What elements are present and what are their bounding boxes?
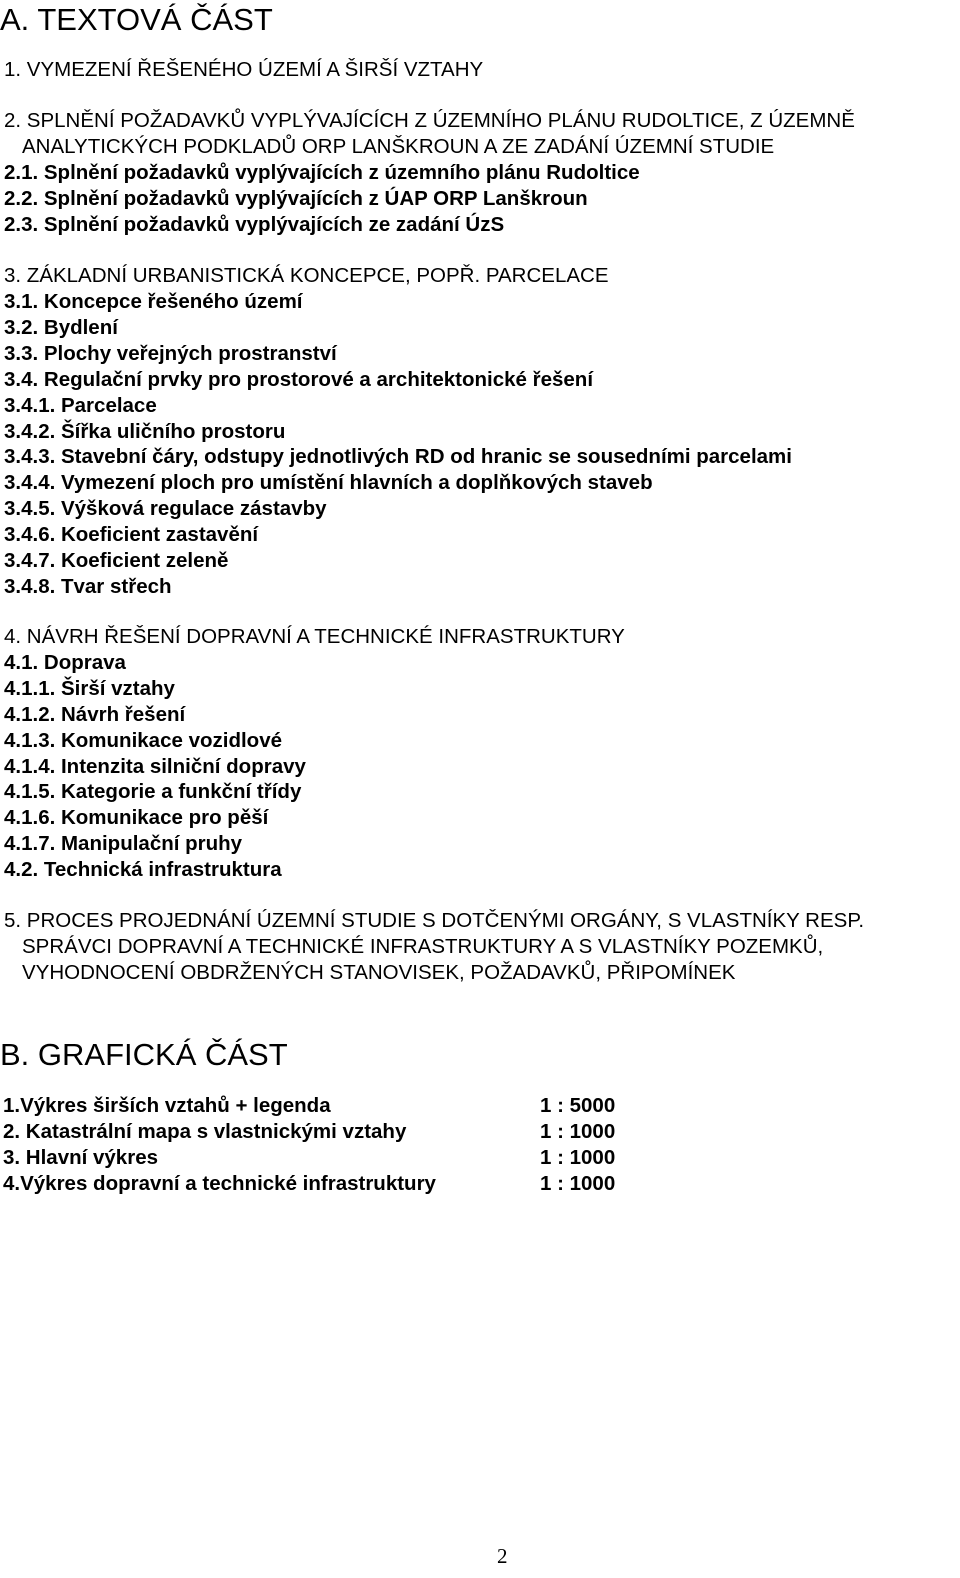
toc-line: 2.3. Splnění požadavků vyplývajících ze zadání ÚzS	[4, 213, 505, 236]
drawing-scale: 1 : 1000	[540, 1172, 616, 1195]
page-number: 2	[497, 1544, 508, 1568]
toc-line: 4. NÁVRH ŘEŠENÍ DOPRAVNÍ A TECHNICKÉ INFRASTRUKTURY	[4, 625, 625, 648]
drawing-scale: 1 : 5000	[540, 1094, 616, 1117]
drawing-name: 4.Výkres dopravní a technické infrastruktury	[3, 1172, 436, 1195]
toc-line: 3.4.3. Stavební čáry, odstupy jednotlivých RD od hranic se sousedními parcelami	[4, 445, 792, 468]
toc-line: 4.1.1. Širší vztahy	[4, 677, 175, 700]
toc-line: 3.4.5. Výšková regulace zástavby	[4, 497, 327, 520]
drawing-name: 1.Výkres širších vztahů + legenda	[3, 1094, 331, 1117]
toc-line: 4.2. Technická infrastruktura	[4, 858, 282, 881]
toc-line: 3.4.8. Tvar střech	[4, 575, 172, 598]
drawing-row	[3, 1120, 643, 1144]
drawing-row	[3, 1146, 643, 1170]
text-part-title: A. TEXTOVÁ ČÁST	[0, 2, 273, 37]
drawing-scale: 1 : 1000	[540, 1146, 616, 1169]
toc-line: 2.2. Splnění požadavků vyplývajících z ÚAP ORP Lanškroun	[4, 187, 588, 210]
toc-line: SPRÁVCI DOPRAVNÍ A TECHNICKÉ INFRASTRUKTURY A S VLASTNÍKY POZEMKŮ,	[22, 935, 824, 958]
toc-line: 3.3. Plochy veřejných prostranství	[4, 342, 337, 365]
toc-line: ANALYTICKÝCH PODKLADŮ ORP LANŠKROUN A ZE ZADÁNÍ ÚZEMNÍ STUDIE	[22, 135, 775, 158]
toc-line: 3.4. Regulační prvky pro prostorové a architektonické řešení	[4, 368, 594, 391]
toc-line: 2.1. Splnění požadavků vyplývajících z územního plánu Rudoltice	[4, 161, 640, 184]
toc-line: 3.4.7. Koeficient zeleně	[4, 549, 229, 572]
toc-line: 2. SPLNĚNÍ POŽADAVKŮ VYPLÝVAJÍCÍCH Z ÚZEMNÍHO PLÁNU RUDOLTICE, Z ÚZEMNĚ	[4, 109, 855, 132]
toc-line: 5. PROCES PROJEDNÁNÍ ÚZEMNÍ STUDIE S DOTČENÝMI ORGÁNY, S VLASTNÍKY RESP.	[4, 909, 865, 932]
toc-line: 1. VYMEZENÍ ŘEŠENÉHO ÚZEMÍ A ŠIRŠÍ VZTAHY	[4, 58, 484, 81]
toc-line: VYHODNOCENÍ OBDRŽENÝCH STANOVISEK, POŽADAVKŮ, PŘIPOMÍNEK	[22, 961, 736, 984]
toc-line: 4.1. Doprava	[4, 651, 126, 674]
toc-line: 4.1.2. Návrh řešení	[4, 703, 186, 726]
toc-line: 4.1.5. Kategorie a funkční třídy	[4, 780, 302, 803]
toc-line: 3.4.6. Koeficient zastavění	[4, 523, 259, 546]
drawing-scale: 1 : 1000	[540, 1120, 616, 1143]
toc-line: 3.4.2. Šířka uličního prostoru	[4, 420, 286, 443]
toc-line: 4.1.3. Komunikace vozidlové	[4, 729, 282, 752]
toc-line: 3.4.4. Vymezení ploch pro umístění hlavních a doplňkových staveb	[4, 471, 653, 494]
graphic-part-title: B. GRAFICKÁ ČÁST	[0, 1037, 288, 1072]
drawing-row	[3, 1172, 643, 1196]
toc-line: 4.1.7. Manipulační pruhy	[4, 832, 243, 855]
toc-line: 3. ZÁKLADNÍ URBANISTICKÁ KONCEPCE, POPŘ. PARCELACE	[4, 264, 609, 287]
toc-line: 3.1. Koncepce řešeného území	[4, 290, 303, 313]
drawing-name: 2. Katastrální mapa s vlastnickými vztahy	[3, 1120, 407, 1143]
drawing-row	[3, 1094, 643, 1118]
toc-line: 4.1.4. Intenzita silniční dopravy	[4, 755, 306, 778]
toc-line: 4.1.6. Komunikace pro pěší	[4, 806, 269, 829]
toc-line: 3.2. Bydlení	[4, 316, 118, 339]
toc-line: 3.4.1. Parcelace	[4, 394, 157, 417]
drawing-name: 3. Hlavní výkres	[3, 1146, 158, 1169]
